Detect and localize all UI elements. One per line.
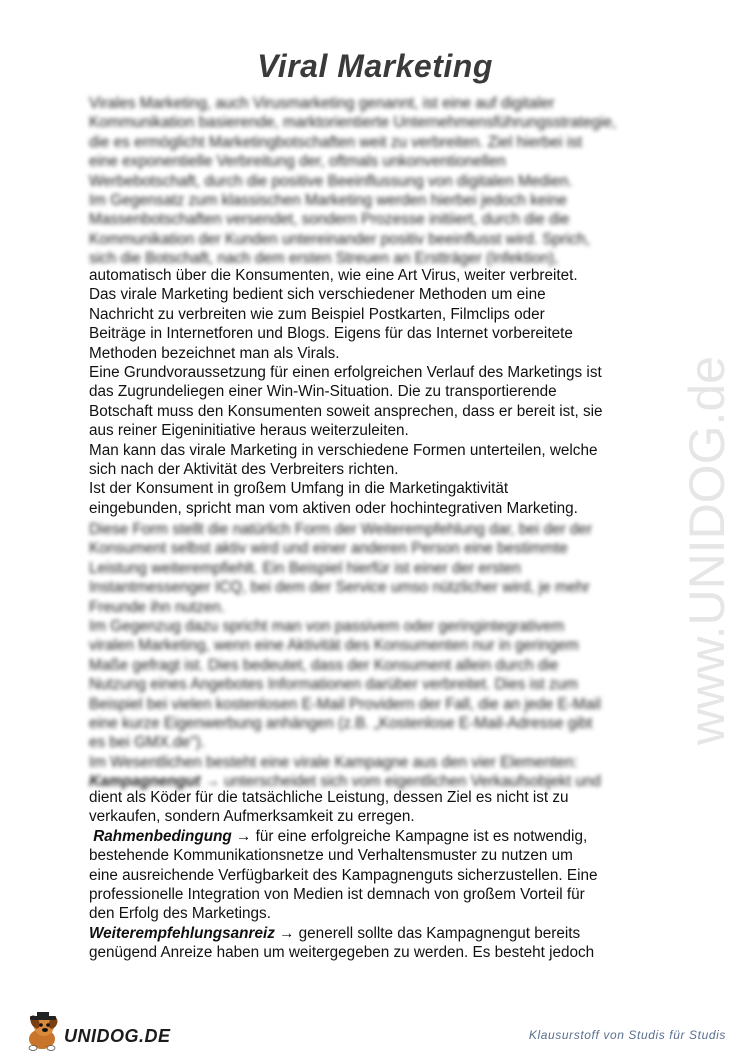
- text-line: sich die Botschaft, nach dem ersten Streuen an Erstträger (Infektion),: [89, 250, 559, 268]
- text-line: das Zugrundeliegen einer Win-Win-Situation. Die zu transportierende: [89, 383, 557, 401]
- text-line: Massenbotschaften versendet, sondern Prozesse initiiert, durch die die: [89, 211, 570, 229]
- text-line: aus reiner Eigeninitiative heraus weiterzuleiten.: [89, 422, 409, 440]
- term-description: unterscheidet sich vom eigentlichen Verkaufsobjekt und: [219, 773, 601, 791]
- text-line: Man kann das virale Marketing in verschiedene Formen unterteilen, welche: [89, 441, 598, 459]
- text-line: Beispiel bei vielen kostenlosen E-Mail Providern der Fall, die an jede E-Mail: [89, 695, 601, 713]
- text-line: eine ausreichende Verfügbarkeit des Kampagnenguts sicherzustellen. Eine: [89, 866, 598, 884]
- text-line: professionelle Integration von Medien ist demnach von großem Vorteil für: [89, 886, 585, 904]
- term-kampagnengut: Kampagnengut: [89, 773, 201, 791]
- text-line: Maße gefragt ist. Dies bedeutet, dass der Konsument allein durch die: [89, 656, 559, 674]
- text-line: automatisch über die Konsumenten, wie eine Art Virus, weiter verbreitet.: [89, 267, 578, 284]
- text-line: dient als Köder für die tatsächliche Leistung, dessen Ziel es nicht ist zu: [89, 789, 569, 806]
- text-line: eine exponentielle Verbreitung der, oftmals unkonventionellen: [89, 153, 506, 171]
- arrow-symbol: →: [204, 773, 220, 791]
- text-line: Beiträge in Internetforen und Blogs. Eigens für das Internet vorbereitete: [89, 325, 573, 343]
- text-line: Freunde ihn nutzen.: [89, 598, 226, 616]
- unidog-logo[interactable]: [22, 1012, 182, 1054]
- text-line: Virales Marketing, auch Virusmarketing genannt, ist eine auf digitaler: [89, 95, 555, 112]
- text-line: genügend Anreize haben um weitergegeben zu werden. Es besteht jedoch: [89, 944, 595, 962]
- text-line: eingebunden, spricht man vom aktiven oder hochintegrativen Marketing.: [89, 499, 578, 517]
- text-line: bestehende Kommunikationsnetze und Verhaltensmuster zu nutzen um: [89, 847, 573, 865]
- text-line: Im Gegenzug dazu spricht man von passivem oder geringintegrativem: [89, 618, 565, 636]
- term-description: für eine erfolgreiche Kampagne ist es notwendig,: [251, 827, 588, 845]
- text-line: den Erfolg des Marketings.: [89, 905, 271, 923]
- blurred-paragraph-top: [89, 94, 661, 269]
- text-line: Nachricht zu verbreiten wie zum Beispiel Postkarten, Filmclips oder: [89, 305, 545, 323]
- dog-mascot-icon: [22, 1012, 62, 1052]
- text-line: Nutzung eines Angebotes Informationen darüber verbreitet. Dies ist zum: [89, 676, 578, 694]
- text-line: Methoden bezeichnet man als Virals.: [89, 344, 340, 362]
- text-line: Das virale Marketing bedient sich verschiedener Methoden um eine: [89, 286, 546, 304]
- term-weiterempfehlungsanreiz: Weiterempfehlungsanreiz: [89, 924, 275, 942]
- document-title: Viral Marketing: [257, 48, 493, 84]
- unidog-watermark: [672, 210, 750, 750]
- watermark-text: www.UNIDOG.de: [679, 356, 735, 745]
- logo-text: UNIDOG.DE: [64, 1026, 171, 1046]
- text-line: die es ermöglicht Marketingbotschaften weit zu verbreiten. Ziel hierbei ist: [89, 133, 583, 151]
- text-line-rahmenbedingung: [89, 827, 661, 846]
- arrow-symbol: →: [279, 924, 295, 942]
- text-line: Konsument selbst aktiv wird und einer anderen Person eine bestimmte: [89, 540, 568, 558]
- text-line: Botschaft muss den Konsumenten soweit ansprechen, dass er bereit ist, sie: [89, 402, 603, 420]
- text-line: sich nach der Aktivität des Verbreiters richten.: [89, 461, 399, 479]
- footer-tagline: Klausurstoff von Studis für Studis: [528, 1028, 726, 1042]
- text-line-weiterempfehlungsanreiz: [89, 924, 661, 943]
- text-line: Im Gegensatz zum klassischen Marketing werden hierbei jedoch keine: [89, 192, 567, 210]
- text-line: verkaufen, sondern Aufmerksamkeit zu erregen.: [89, 808, 415, 826]
- clear-paragraph-middle: [89, 266, 661, 518]
- text-line: Kommunikation basierende, marktorientierte Unternehmensführungsstrategie,: [89, 114, 617, 132]
- text-line: Eine Grundvoraussetzung für einen erfolgreichen Verlauf des Marketings ist: [89, 364, 602, 382]
- text-line: es bei GMX.de").: [89, 734, 205, 752]
- blurred-paragraph-middle: [89, 520, 661, 792]
- text-line: Im Wesentlichen besteht eine virale Kampagne aus den vier Elementen:: [89, 753, 578, 771]
- text-line: Kommunikation der Kunden untereinander positiv beeinflusst wird. Sprich,: [89, 230, 590, 248]
- text-line: Ist der Konsument in großem Umfang in die Marketingaktivität: [89, 480, 509, 498]
- text-line: Instantmessenger ICQ, bei dem der Service umso nützlicher wird, je mehr: [89, 579, 590, 597]
- arrow-symbol: →: [236, 827, 252, 845]
- text-line: eine kurze Eigenwerbung anhängen (z.B. „Kostenlose E-Mail-Adresse gibt: [89, 715, 593, 733]
- term-description: generell sollte das Kampagnengut bereits: [294, 924, 581, 942]
- text-line: Leistung weiterempfiehlt. Ein Beispiel hierfür ist einer der ersten: [89, 559, 521, 577]
- clear-paragraph-bottom: [89, 788, 661, 963]
- term-rahmenbedingung: Rahmenbedingung: [93, 827, 232, 845]
- text-line: viralen Marketing, wenn eine Aktivität des Konsumenten nur in geringem: [89, 637, 579, 655]
- text-line: Werbebotschaft, durch die positive Beeinflussung von digitalen Medien.: [89, 172, 573, 190]
- text-line: Diese Form stellt die natürlich Form der Weiterempfehlung dar, bei der der: [89, 521, 593, 538]
